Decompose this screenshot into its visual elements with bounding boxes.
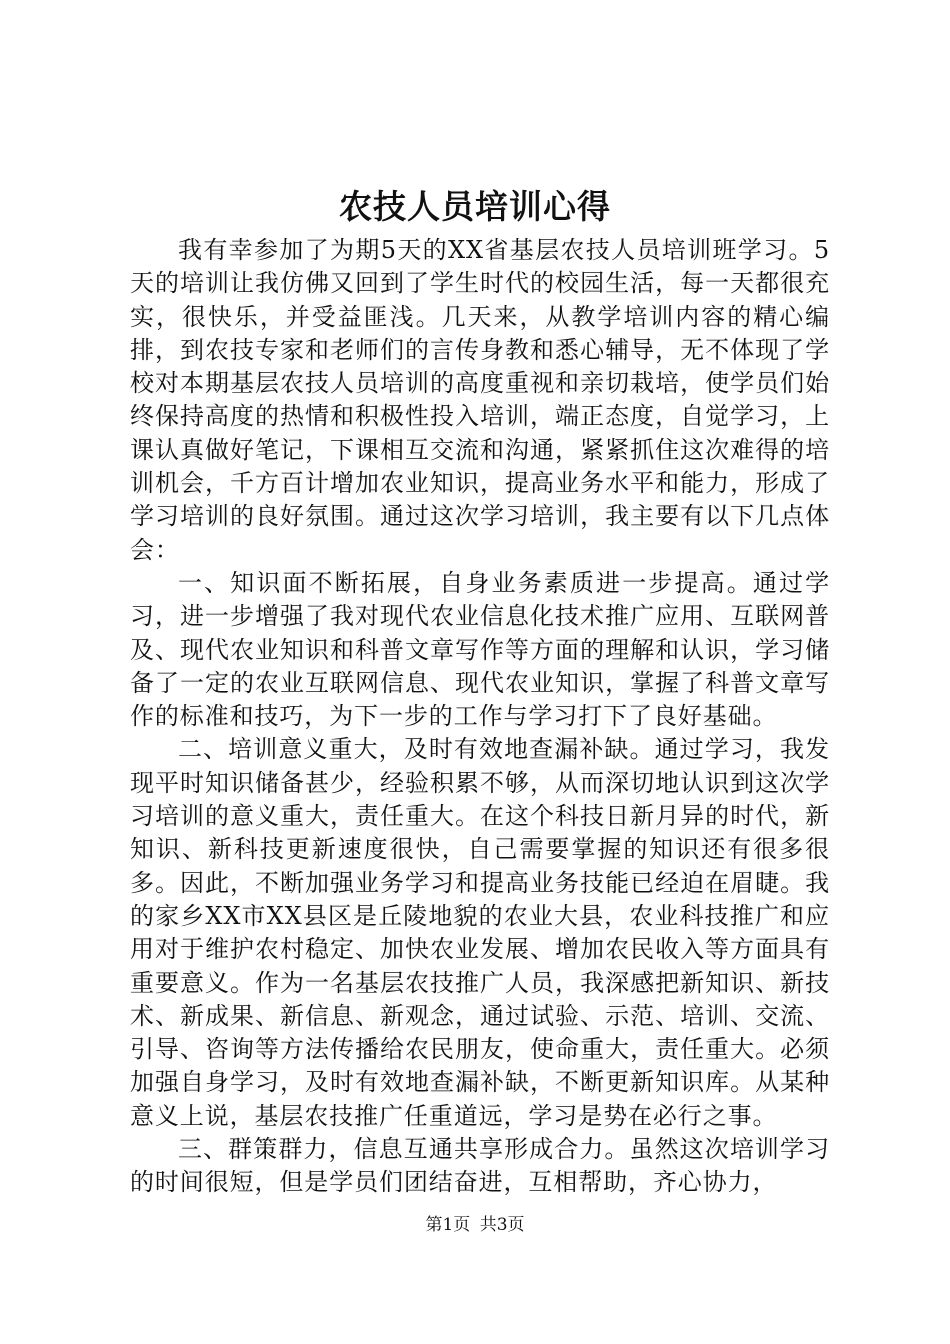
paragraph-point-two: 二、培训意义重大，及时有效地查漏补缺。通过学习，我发现平时知识储备甚少，经验积累不够，从而深切地认识到这次学习培训的意义重大，责任重大。在这个科技日新月异的时代，新知识、新科技更新速度很快，自己需要掌握的知识还有很多很多。因此，不断加强业务学习和提高业务技能已经迫在眉睫。我的家乡XX市XX县区是丘陵地貌的农业大县，农业科技推广和应用对于维护农村稳定、加快农业发展、增加农民收入等方面具有重要意义。作为一名基层农技推广人员，我深感把新知识、新技术、新成果、新信息、新观念，通过试验、示范、培训、交流、引导、咨询等方法传播给农民朋友，使命重大，责任重大。必须加强自身学习，及时有效地查漏补缺，不断更新知识库。从某种意义上说，基层农技推广任重道远，学习是势在必行之事。 bbox=[130, 735, 830, 1130]
page-footer bbox=[0, 1213, 950, 1237]
page-number: 第1页 bbox=[425, 1215, 471, 1235]
page-total: 共3页 bbox=[479, 1215, 525, 1235]
document-title: 农技人员培训心得 bbox=[339, 187, 611, 226]
paragraph-point-one: 一、知识面不断拓展，自身业务素质进一步提高。通过学习，进一步增强了我对现代农业信息化技术推广应用、互联网普及、现代农业知识和科普文章写作等方面的理解和认识，学习储备了一定的农业互联网信息、现代农业知识，掌握了科普文章写作的标准和技巧，为下一步的工作与学习打下了良好基础。 bbox=[130, 568, 830, 731]
paragraph-point-three: 三、群策群力，信息互通共享形成合力。虽然这次培训学习的时间很短，但是学员们团结奋进，互相帮助，齐心协力， bbox=[130, 1135, 830, 1197]
paragraph-intro: 我有幸参加了为期5天的XX省基层农技人员培训班学习。5天的培训让我仿佛又回到了学生时代的校园生活，每一天都很充实，很快乐，并受益匪浅。几天来，从教学培训内容的精心编排，到农技专家和老师们的言传身教和悉心辅导，无不体现了学校对本期基层农技人员培训的高度重视和亲切栽培，使学员们始终保持高度的热情和积极性投入培训，端正态度，自觉学习，上课认真做好笔记，下课相互交流和沟通，紧紧抓住这次难得的培训机会，千方百计增加农业知识，提高业务水平和能力，形成了学习培训的良好氛围。通过这次学习培训，我主要有以下几点体会： bbox=[130, 236, 830, 564]
document-body bbox=[130, 234, 830, 1200]
